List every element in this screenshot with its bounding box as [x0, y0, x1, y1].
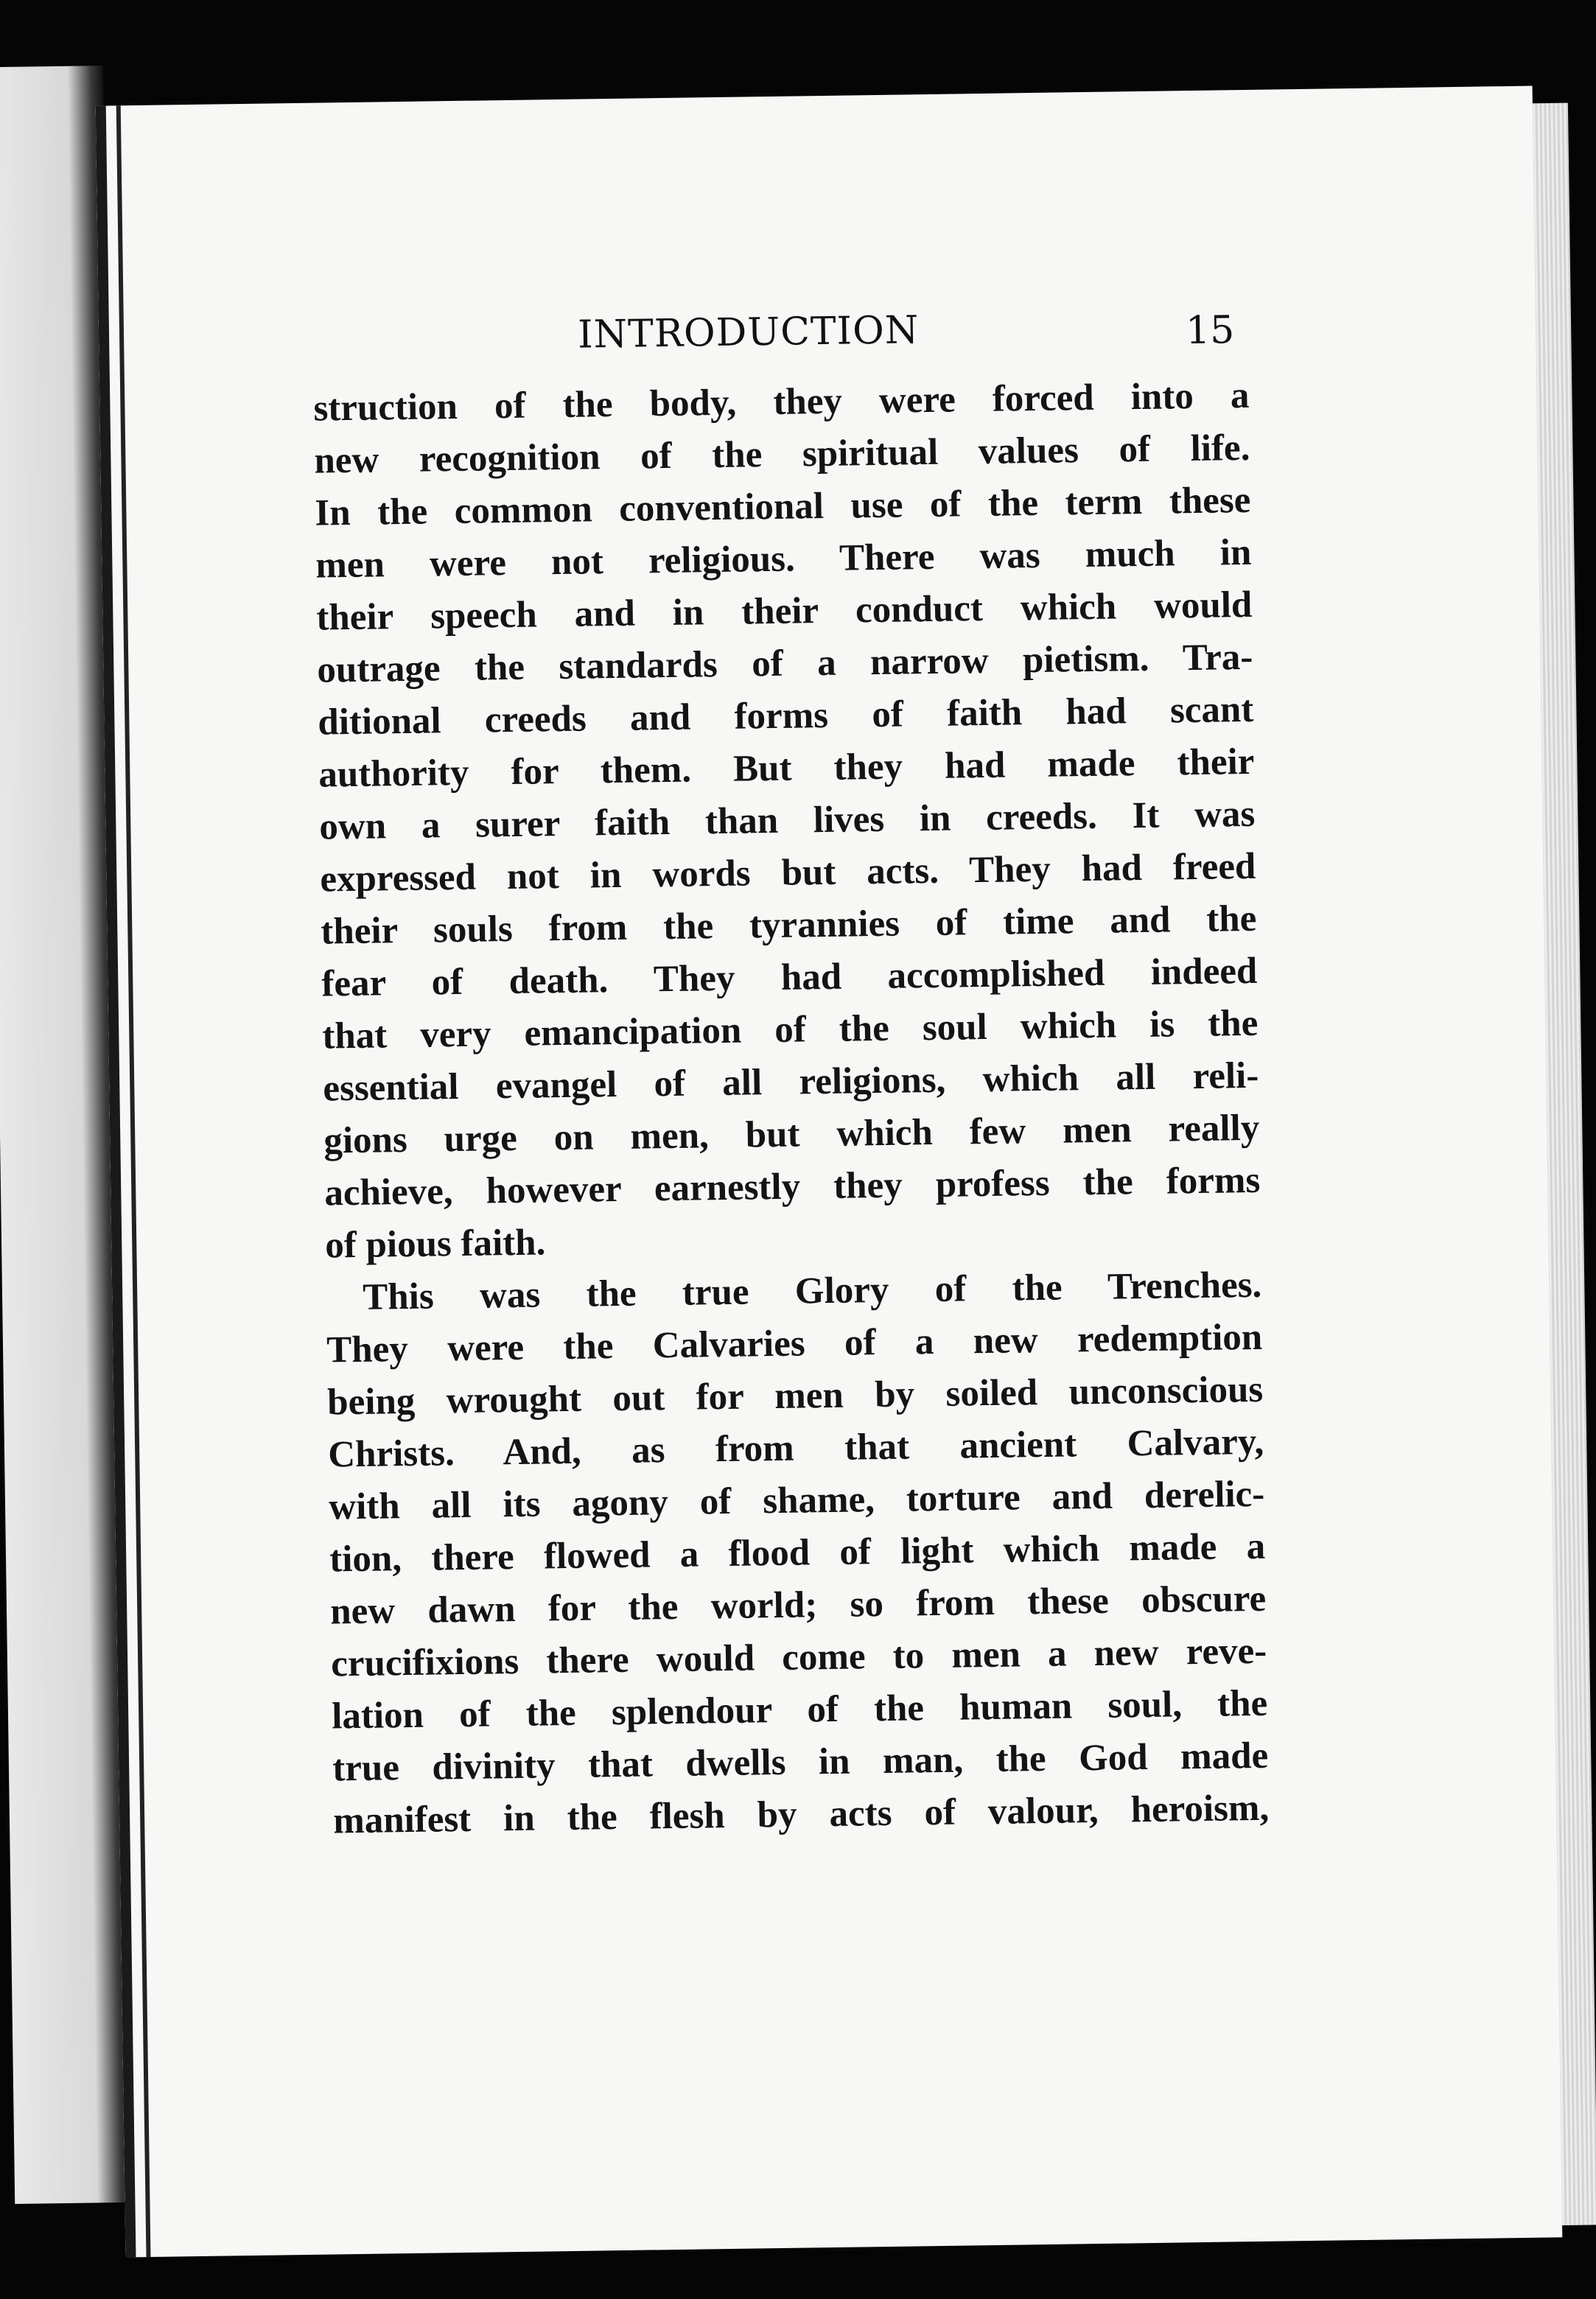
text-line: achieve, however earnestly they profess the forms [323, 1159, 1261, 1214]
running-head-title: INTRODUCTION [577, 308, 920, 357]
text-line: own a surer faith than lives in creeds. It was [319, 793, 1256, 848]
text-line: that very emancipation of the soul which is the [321, 1002, 1259, 1057]
body-text [313, 370, 1270, 1848]
text-line: true divinity that dwells in man, the God made [332, 1735, 1269, 1790]
text-line: men were not religious. There was much in [315, 531, 1252, 587]
text-line: authority for them. But they had made their [318, 741, 1255, 796]
text-line: fear of death. They had accomplished indeed [321, 950, 1258, 1005]
text-line: gions urge on men, but which few men really [323, 1107, 1260, 1162]
text-line: with all its agony of shame, torture and derelic- [328, 1473, 1265, 1528]
text-line: new recognition of the spiritual values of life. [314, 427, 1250, 482]
text-line: being wrought out for men by soiled unconscious [326, 1368, 1264, 1424]
text-line: expressed not in words but acts. They had freed [320, 845, 1256, 900]
text-line: tion, there flowed a flood of light which made a [329, 1525, 1266, 1581]
paragraph [313, 370, 1261, 1273]
text-line: In the common conventional use of the term these [315, 479, 1251, 534]
paragraph [326, 1259, 1270, 1848]
text-line: new dawn for the world; so from these obscure [329, 1578, 1267, 1633]
text-line: lation of the splendour of the human soul, the [331, 1682, 1268, 1738]
text-line: This was the true Glory of the Trenches. [362, 1264, 1262, 1318]
text-line: their speech and in their conduct which would [316, 584, 1253, 639]
text-line: their souls from the tyrannies of time and the [320, 897, 1257, 953]
text-line: struction of the body, they were forced into a [313, 374, 1250, 430]
text-line: ditional creeds and forms of faith had scant [318, 688, 1254, 743]
book-page [96, 86, 1563, 2258]
text-line: essential evangel of all religions, which all reli- [322, 1054, 1259, 1110]
text-line: Christs. And, as from that ancient Calvary, [327, 1421, 1264, 1476]
gutter-shadow [116, 105, 151, 2257]
running-head [99, 300, 1536, 371]
text-line: They were the Calvaries of a new redemption [326, 1316, 1263, 1371]
text-line: outrage the standards of a narrow pietism. Tra- [317, 636, 1253, 691]
text-line: crucifixions there would come to men a new reve- [330, 1630, 1267, 1685]
page-number: 15 [1185, 308, 1235, 354]
text-line: manifest in the flesh by acts of valour, heroism, [332, 1787, 1270, 1842]
text-line: of pious faith. [324, 1222, 546, 1267]
